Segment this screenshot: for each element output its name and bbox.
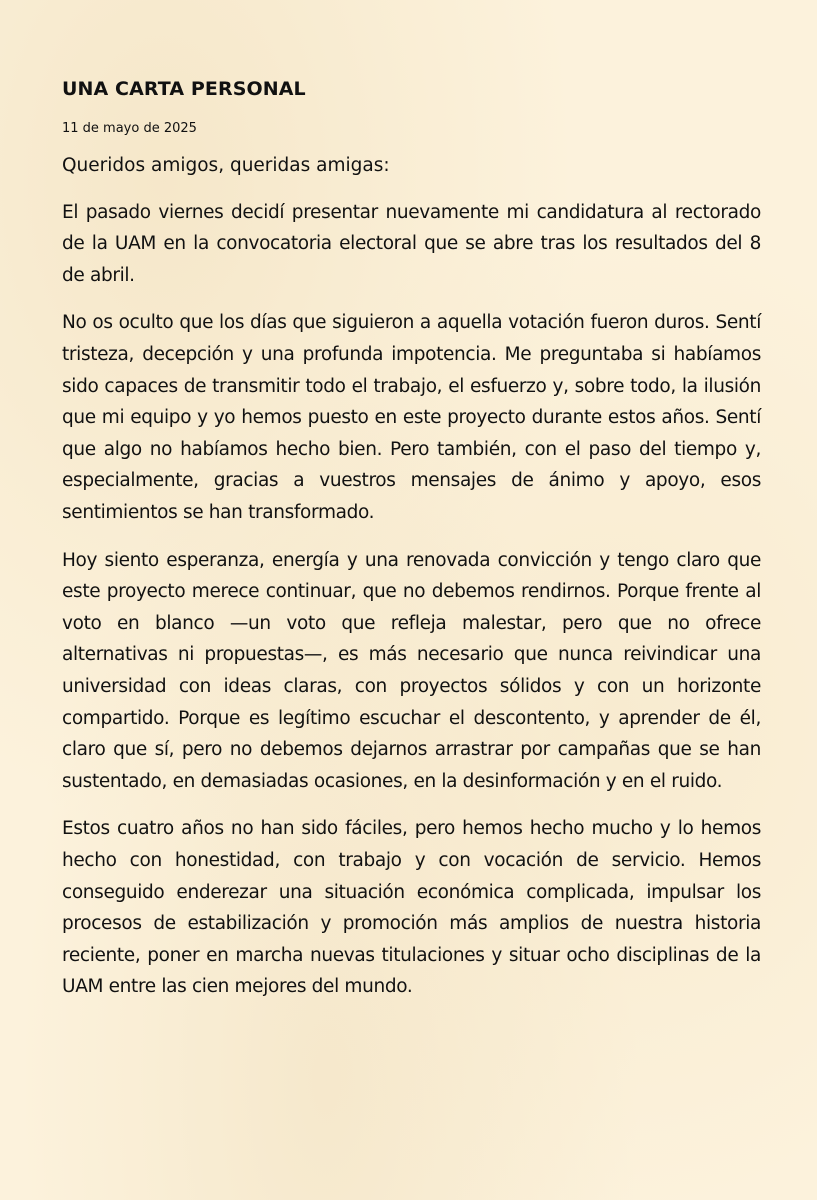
letter-paragraph-2: No os oculto que los días que siguieron a aquella votación fueron duros. Sentí tristeza, decepción y una profunda impotencia. Me preguntaba si habíamos sido capaces de transmitir todo el trabajo, el esfuerzo y, sobre todo, la ilusión que mi equipo y yo hemos puesto en este proyecto durante estos años. Sentí que algo no habíamos hecho bien. Pero también, con el paso del tiempo y, especialmente, gracias a vuestros mensajes de ánimo y apoyo, esos sentimientos se han transformado. [62, 312, 761, 524]
letter-paragraph-1: El pasado viernes decidí presentar nuevamente mi candidatura al rectorado de la UAM en la convocatoria electoral que se abre tras los resultados del 8 de abril. [62, 201, 761, 286]
letter-paragraph-4: Estos cuatro años no han sido fáciles, pero hemos hecho mucho y lo hemos hecho con honestidad, con trabajo y con vocación de servicio. Hemos conseguido enderezar una situación económica complicada, impulsar los procesos de estabilización y promoción más amplios de nuestra historia reciente, poner en marcha nuevas titulaciones y situar ocho disciplinas de la UAM entre las cien mejores del mundo. [62, 818, 761, 998]
letter-title: UNA CARTA PERSONAL [62, 78, 306, 100]
letter-date: 11 de mayo de 2025 [62, 120, 197, 136]
letter-greeting: Queridos amigos, queridas amigas: [62, 154, 390, 176]
letter-paragraph-3: Hoy siento esperanza, energía y una renovada convicción y tengo claro que este proyecto merece continuar, que no debemos rendirnos. Porque frente al voto en blanco —un voto que refleja malestar, pero que no ofrece alternativas ni propuestas—, es más necesario que nunca reivindicar una universidad con ideas claras, con proyectos sólidos y con un horizonte compartido. Porque es legítimo escuchar el descontento, y aprender de él, claro que sí, pero no debemos dejarnos arrastrar por campañas que se han sustentado, en demasiadas ocasiones, en la desinformación y en el ruido. [62, 549, 761, 792]
